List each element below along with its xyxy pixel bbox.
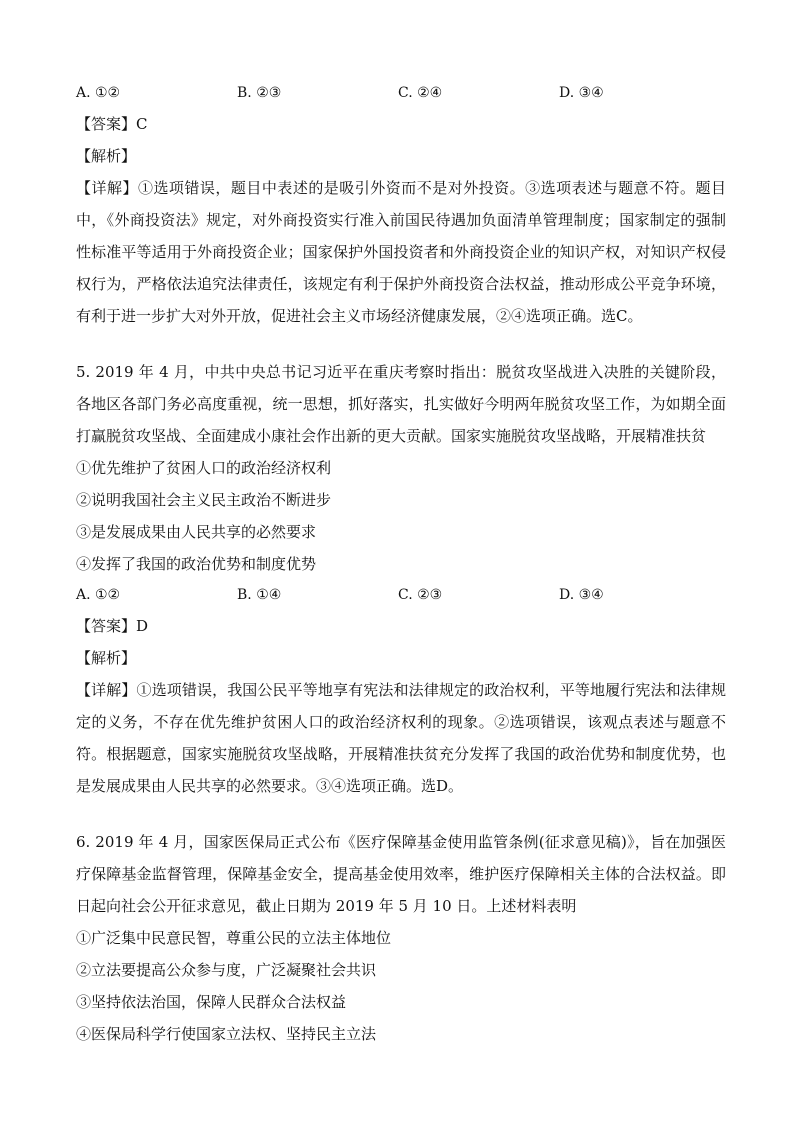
- q4-option-c: C. ②④: [398, 85, 443, 101]
- q5-statement-1: ①优先维护了贫困人口的政治经济权利: [76, 459, 332, 477]
- q4-option-a: A. ①②: [76, 85, 121, 101]
- q4-options: [76, 78, 726, 108]
- q6-statement-1: ①广泛集中民意民智，尊重公民的立法主体地位: [76, 929, 392, 947]
- q4-option-b: B. ②③: [237, 85, 282, 101]
- q5-option-a: A. ①②: [76, 587, 121, 603]
- q5-stem: 5. 2019 年 4 月，中共中央总书记习近平在重庆考察时指出：脱贫攻坚战进入决胜的关键阶段，各地区各部门务必高度重视，统一思想，抓好落实，扎实做好今明两年脱贫攻坚工作，为如期全面打赢脱贫攻坚战、全面建成小康社会作出新的更大贡献。国家实施脱贫攻坚战略，开展精准扶贫: [76, 363, 726, 445]
- q5-options: [76, 580, 726, 610]
- q6-statement-3: ③坚持依法治国，保障人民群众合法权益: [76, 993, 347, 1011]
- q5-statement-4: ④发挥了我国的政治优势和制度优势: [76, 555, 317, 573]
- spacer: [76, 802, 726, 826]
- q4-option-d: D. ③④: [559, 85, 604, 101]
- q6-stem: 6. 2019 年 4 月，国家医保局正式公布《医疗保障基金使用监管条例(征求意见稿)》，旨在加强医疗保障基金监督管理，保障基金安全，提高基金使用效率，维护医疗保障相关主体的合法权益。即日起向社会公开征求意见，截止日期为 2019 年 5 月 10 日。上述材料表明: [76, 833, 726, 915]
- q6-statement-4: ④医保局科学行使国家立法权、坚持民主立法: [76, 1025, 377, 1043]
- q5-detail: 【详解】①选项错误，我国公民平等地享有宪法和法律规定的政治权利，平等地履行宪法和法律规定的义务，不存在优先维护贫困人口的政治经济权利的现象。②选项错误，该观点表述与题意不符。根据题意，国家实施脱贫攻坚战略，开展精准扶贫充分发挥了我国的政治优势和制度优势，也是发展成果由人民共享的必然要求。③④选项正确。选D。: [76, 681, 726, 795]
- q4-answer: 【答案】C: [76, 115, 148, 133]
- q5-statement-2: ②说明我国社会主义民主政治不断进步: [76, 491, 332, 509]
- document-page: [76, 78, 726, 1050]
- q5-statement-3: ③是发展成果由人民共享的必然要求: [76, 523, 317, 541]
- spacer: [76, 332, 726, 356]
- q4-detail: 【详解】①选项错误，题目中表述的是吸引外资而不是对外投资。③选项表述与题意不符。题目中，《外商投资法》规定，对外商投资实行准入前国民待遇加负面清单管理制度；国家制定的强制性标准平等适用于外商投资企业；国家保护外国投资者和外商投资企业的知识产权，对知识产权侵权行为，严格依法追究法律责任，该规定有利于保护外商投资合法权益，推动形成公平竞争环境，有利于进一步扩大对外开放，促进社会主义市场经济健康发展，②④选项正确。选C。: [76, 179, 726, 325]
- q5-answer: 【答案】D: [76, 617, 149, 635]
- q5-option-b: B. ①④: [237, 587, 282, 603]
- q5-analysis-label: 【解析】: [76, 649, 137, 667]
- q5-option-c: C. ②③: [398, 587, 443, 603]
- q4-analysis-label: 【解析】: [76, 147, 137, 165]
- q6-statement-2: ②立法要提高公众参与度，广泛凝聚社会共识: [76, 961, 377, 979]
- q5-option-d: D. ③④: [559, 587, 604, 603]
